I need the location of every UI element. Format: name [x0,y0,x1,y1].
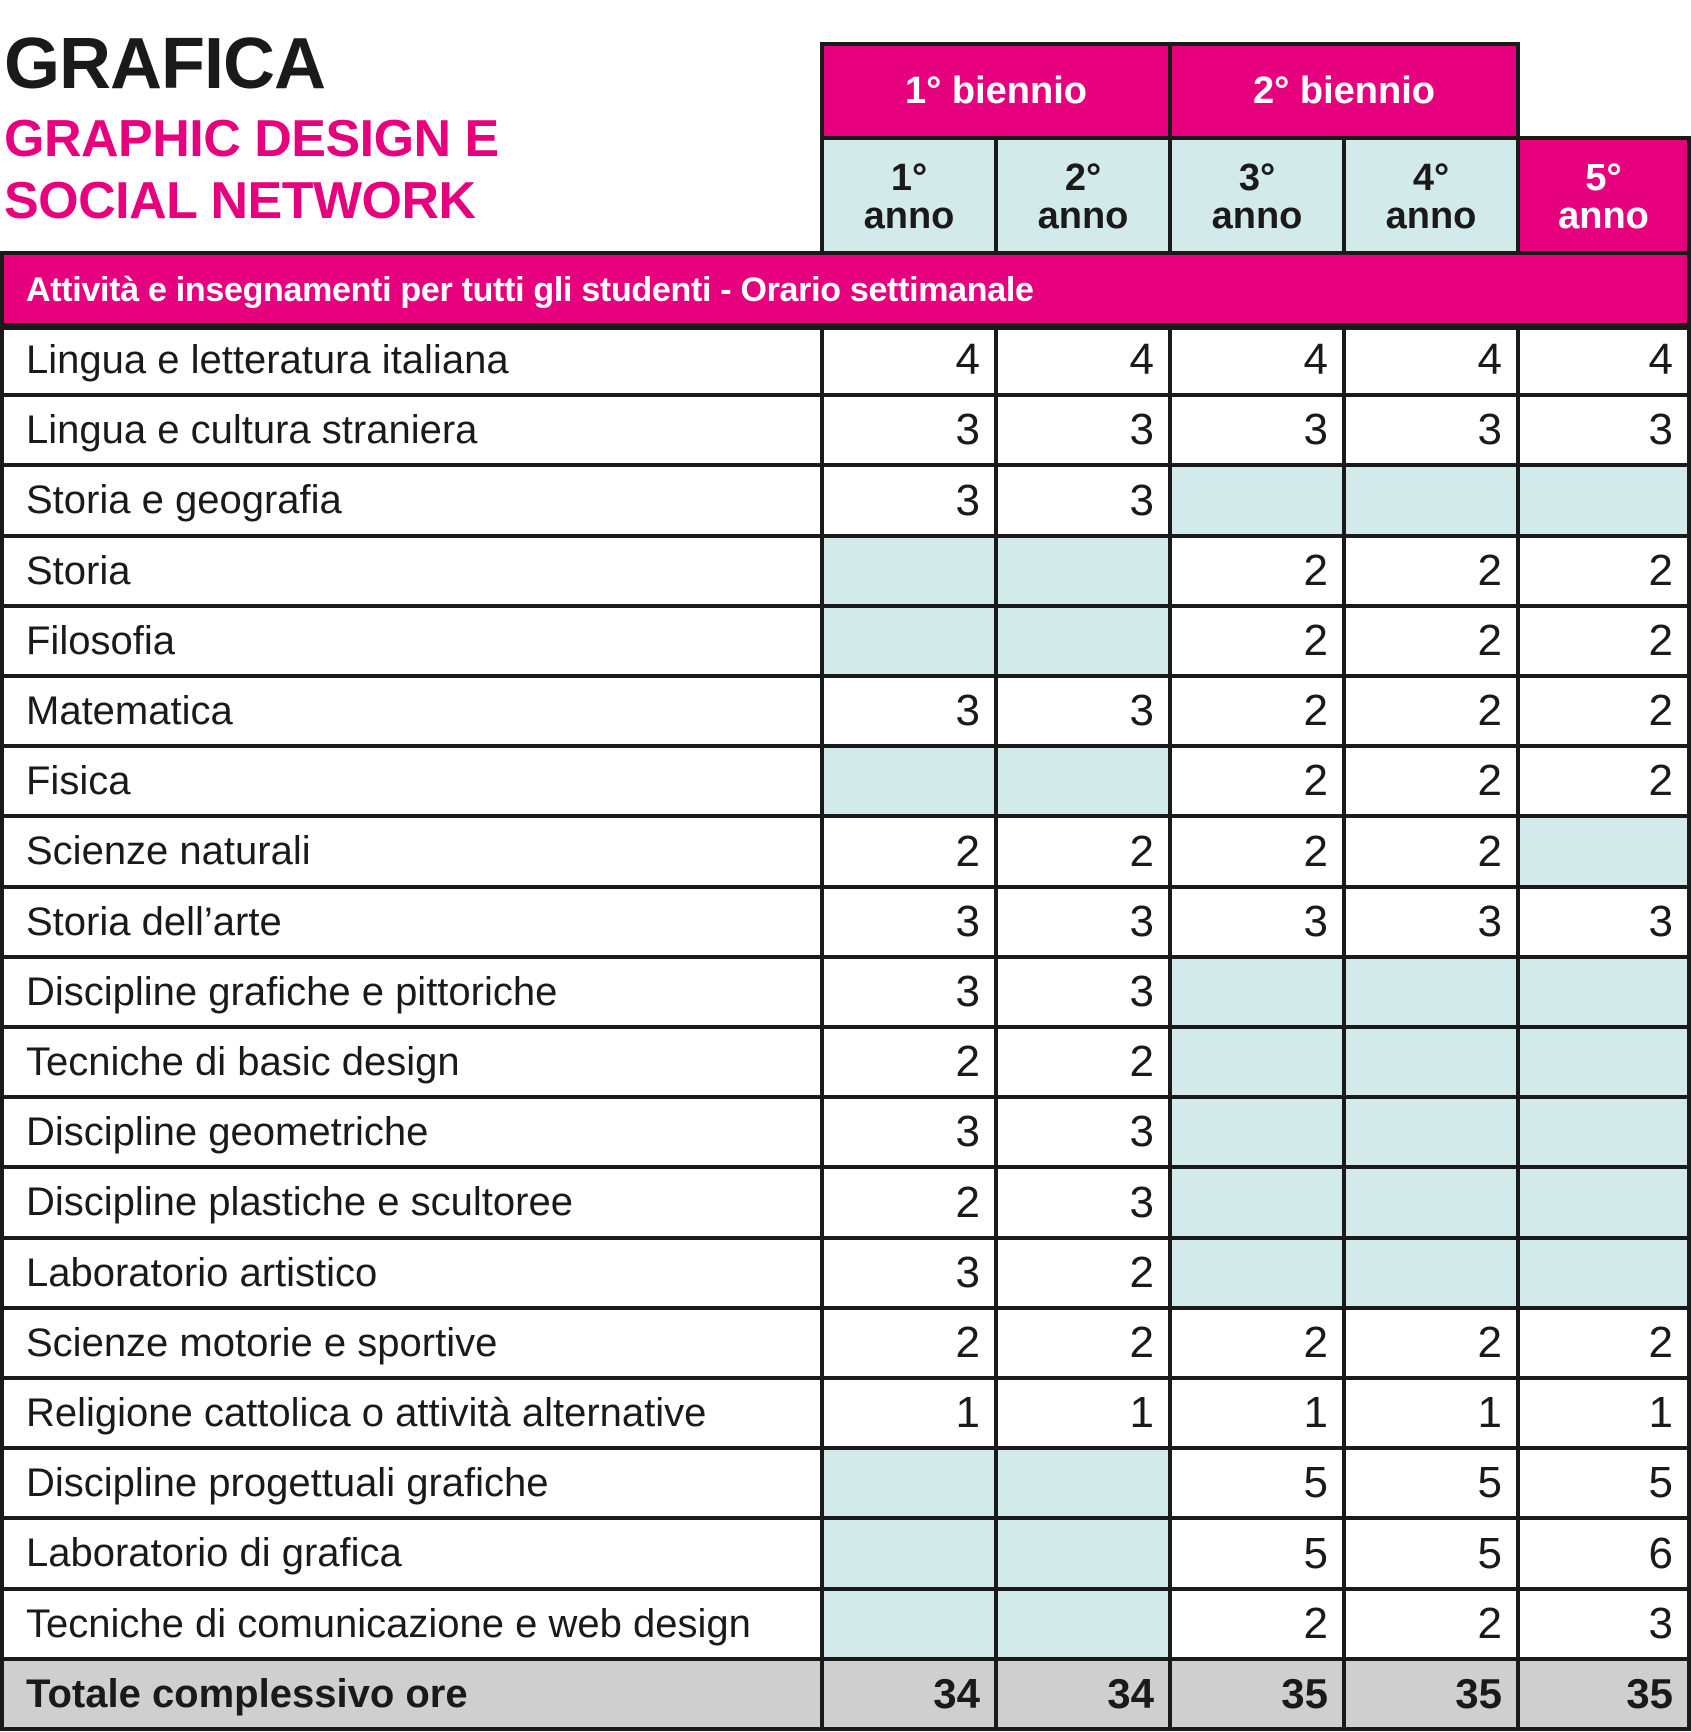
hours-cell [1516,1095,1691,1169]
hours-cell: 3 [994,1165,1172,1240]
hours-cell [1516,955,1691,1029]
hours-cell: 2 [1342,604,1520,678]
hours-cell: 2 [1516,1306,1691,1380]
hours-cell: 2 [1342,674,1520,748]
hours-cell: 2 [1516,534,1691,608]
hours-cell [820,1587,998,1661]
header-year-5 [1516,136,1691,258]
header-year-word: anno [1558,195,1649,237]
header-year-word: anno [1037,195,1129,237]
total-hours-cell: 35 [1168,1657,1346,1731]
hours-cell: 2 [1516,604,1691,678]
page-subtitle [4,108,804,232]
hours-cell: 3 [994,1095,1172,1169]
subject-cell: Storia dell’arte [0,885,824,959]
hours-cell: 2 [1516,744,1691,818]
hours-cell [1168,1165,1346,1240]
hours-cell: 2 [820,814,998,889]
header-year-word: anno [863,195,955,237]
hours-cell: 2 [1342,744,1520,818]
hours-cell: 3 [820,393,998,467]
header-year-word: anno [1385,195,1477,237]
hours-cell: 3 [994,885,1172,959]
subject-cell: Lingua e letteratura italiana [0,323,824,397]
subject-cell: Storia [0,534,824,608]
hours-cell [1516,463,1691,538]
hours-cell [1342,1236,1520,1310]
hours-cell: 4 [820,323,998,397]
hours-cell: 2 [994,1306,1172,1380]
header-biennio-2: 2° biennio [1168,42,1520,140]
hours-cell: 2 [1342,814,1520,889]
subject-cell: Discipline progettuali grafiche [0,1446,824,1520]
hours-cell: 2 [1168,744,1346,818]
hours-cell: 3 [1168,885,1346,959]
hours-cell: 3 [994,393,1172,467]
hours-cell: 2 [1342,1306,1520,1380]
subject-cell: Lingua e cultura straniera [0,393,824,467]
hours-cell: 2 [1168,534,1346,608]
hours-cell: 3 [820,1095,998,1169]
header-year-number: 3° [1238,157,1276,199]
total-hours-cell: 35 [1342,1657,1520,1731]
hours-cell: 2 [1342,1587,1520,1661]
subject-cell: Tecniche di comunicazione e web design [0,1587,824,1661]
hours-cell: 3 [1516,393,1691,467]
hours-cell [820,1446,998,1520]
hours-cell: 2 [994,814,1172,889]
hours-cell: 1 [994,1376,1172,1450]
subject-cell: Scienze motorie e sportive [0,1306,824,1380]
hours-cell [820,1516,998,1591]
hours-cell [820,534,998,608]
section-title-bar: Attività e insegnamenti per tutti gli studenti - Orario settimanale [0,251,1691,330]
hours-cell [1516,1236,1691,1310]
subtitle-line-1: GRAPHIC DESIGN E [4,110,499,168]
hours-cell [1168,1025,1346,1099]
header-year-word: anno [1211,195,1303,237]
hours-cell: 3 [820,674,998,748]
header-year-3 [1168,136,1346,258]
hours-cell: 1 [1168,1376,1346,1450]
subject-cell: Religione cattolica o attività alternative [0,1376,824,1450]
hours-cell [1168,955,1346,1029]
header-year-2 [994,136,1172,258]
hours-cell: 1 [1342,1376,1520,1450]
hours-cell [994,1587,1172,1661]
hours-cell [994,1516,1172,1591]
subject-cell: Discipline plastiche e scultoree [0,1165,824,1240]
hours-cell [1342,1025,1520,1099]
subtitle-line-2: SOCIAL NETWORK [4,172,476,230]
subject-cell: Storia e geografia [0,463,824,538]
hours-cell [994,744,1172,818]
hours-cell: 4 [1168,323,1346,397]
total-hours-cell: 34 [994,1657,1172,1731]
hours-cell: 1 [1516,1376,1691,1450]
subject-cell: Discipline grafiche e pittoriche [0,955,824,1029]
hours-cell: 5 [1516,1446,1691,1520]
hours-cell [994,1446,1172,1520]
header-year-1 [820,136,998,258]
hours-cell: 2 [820,1025,998,1099]
header-biennio-1: 1° biennio [820,42,1172,140]
hours-cell: 2 [1168,604,1346,678]
subject-cell: Discipline geometriche [0,1095,824,1169]
hours-cell [820,604,998,678]
hours-cell [1342,1165,1520,1240]
page-title: GRAFICA [4,24,325,104]
hours-cell: 3 [820,1236,998,1310]
subject-cell: Laboratorio artistico [0,1236,824,1310]
hours-cell [1342,955,1520,1029]
hours-cell [994,604,1172,678]
hours-cell: 3 [820,885,998,959]
hours-cell: 5 [1342,1446,1520,1520]
hours-cell [994,534,1172,608]
hours-cell: 2 [1168,814,1346,889]
hours-cell: 3 [994,674,1172,748]
subject-cell: Matematica [0,674,824,748]
hours-cell: 3 [994,463,1172,538]
hours-cell: 3 [1516,1587,1691,1661]
hours-cell: 2 [820,1165,998,1240]
hours-cell: 5 [1168,1516,1346,1591]
hours-cell: 5 [1168,1446,1346,1520]
hours-cell: 3 [1168,393,1346,467]
hours-cell: 2 [994,1236,1172,1310]
hours-cell: 2 [1168,1306,1346,1380]
hours-cell: 3 [820,463,998,538]
total-hours-cell: 35 [1516,1657,1691,1731]
hours-cell: 3 [820,955,998,1029]
hours-cell: 5 [1342,1516,1520,1591]
hours-cell: 4 [1516,323,1691,397]
hours-cell: 2 [820,1306,998,1380]
hours-cell [1516,814,1691,889]
hours-cell: 2 [1342,534,1520,608]
header-year-number: 4° [1412,157,1450,199]
hours-cell: 1 [820,1376,998,1450]
hours-cell: 2 [1516,674,1691,748]
hours-cell [1516,1165,1691,1240]
total-label: Totale complessivo ore [0,1657,824,1731]
hours-cell: 2 [1168,674,1346,748]
hours-cell [1342,463,1520,538]
hours-cell: 3 [1342,885,1520,959]
hours-cell: 3 [1342,393,1520,467]
hours-cell [820,744,998,818]
subject-cell: Fisica [0,744,824,818]
header-year-number: 2° [1064,157,1102,199]
subject-cell: Filosofia [0,604,824,678]
hours-cell: 2 [1168,1587,1346,1661]
hours-cell [1516,1025,1691,1099]
hours-cell: 3 [994,955,1172,1029]
subject-cell: Scienze naturali [0,814,824,889]
subject-cell: Tecniche di basic design [0,1025,824,1099]
header-year-number: 5° [1585,157,1622,199]
hours-cell [1168,1095,1346,1169]
subject-cell: Laboratorio di grafica [0,1516,824,1591]
header-year-4 [1342,136,1520,258]
hours-cell: 6 [1516,1516,1691,1591]
hours-cell [1342,1095,1520,1169]
hours-cell [1168,1236,1346,1310]
total-hours-cell: 34 [820,1657,998,1731]
hours-cell: 2 [994,1025,1172,1099]
hours-cell: 4 [1342,323,1520,397]
hours-cell: 4 [994,323,1172,397]
hours-cell: 3 [1516,885,1691,959]
header-year-number: 1° [890,157,928,199]
hours-cell [1168,463,1346,538]
